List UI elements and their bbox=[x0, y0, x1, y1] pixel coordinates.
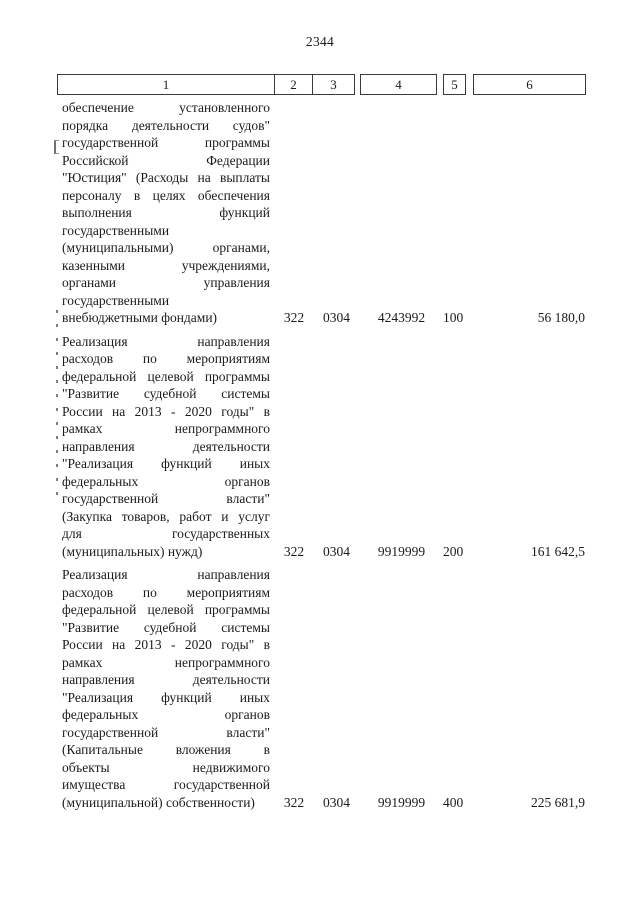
text-line: Реализация направления bbox=[62, 333, 270, 349]
text-line: (Закупка товаров, работ и услуг bbox=[62, 508, 270, 524]
column-header-6: 6 bbox=[473, 74, 586, 95]
text-line: органами управления bbox=[62, 275, 270, 290]
text-line: "Юстиция" (Расходы на выплаты bbox=[62, 170, 270, 185]
text-line: объекты недвижимого bbox=[62, 759, 270, 775]
table-row bbox=[57, 333, 586, 561]
cell-code-grbs: 322 bbox=[283, 543, 305, 559]
column-header-5: 5 bbox=[443, 74, 466, 95]
column-header-2: 2 bbox=[274, 74, 313, 95]
table-body bbox=[57, 99, 586, 811]
text-line: выполнения функций bbox=[62, 205, 270, 220]
text-line: России на 2013 - 2020 годы" в bbox=[62, 403, 270, 419]
text-line: "Развитие судебной системы bbox=[62, 619, 270, 635]
cell-code-section: 0304 bbox=[323, 310, 350, 325]
text-line: (Капитальные вложения в bbox=[62, 742, 270, 757]
text-line: России на 2013 - 2020 годы" в bbox=[62, 637, 270, 652]
cell-code-target: 4243992 bbox=[377, 310, 426, 325]
cell-name bbox=[57, 566, 275, 811]
cell-code-target: 9919999 bbox=[377, 794, 426, 810]
scan-artifact bbox=[54, 140, 59, 154]
text-line: имущества государственной bbox=[62, 777, 270, 792]
table-row bbox=[57, 99, 586, 327]
scan-artifact bbox=[56, 310, 58, 506]
text-line: государственными bbox=[62, 222, 170, 238]
text-line: федеральных органов bbox=[62, 707, 270, 722]
budget-table bbox=[57, 74, 586, 817]
text-line: федеральной целевой программы bbox=[62, 602, 270, 617]
text-line: (муниципальной) собственности) bbox=[62, 794, 255, 810]
text-line: "Реализация функций иных bbox=[62, 689, 270, 705]
text-line: порядка деятельности судов" bbox=[62, 117, 270, 133]
cell-name bbox=[57, 99, 275, 327]
text-line: "Развитие судебной системы bbox=[62, 386, 270, 401]
cell-code-grbs: 322 bbox=[283, 794, 305, 810]
cell-code-target: 9919999 bbox=[377, 543, 426, 559]
text-line: внебюджетными фондами) bbox=[62, 310, 218, 325]
text-line: обеспечение установленного bbox=[62, 100, 270, 115]
text-line: (муниципальных) нужд) bbox=[62, 543, 203, 559]
text-line: для государственных bbox=[62, 526, 270, 541]
cell-amount: 56 180,0 bbox=[537, 310, 585, 325]
cell-code-section: 0304 bbox=[323, 794, 350, 810]
text-line: Реализация направления bbox=[62, 567, 270, 582]
table-row bbox=[57, 566, 586, 811]
column-header-4: 4 bbox=[360, 74, 437, 95]
text-line: направления деятельности bbox=[62, 672, 270, 687]
text-line: федеральных органов bbox=[62, 473, 270, 489]
column-header-1: 1 bbox=[57, 74, 275, 95]
text-line: персоналу в целях обеспечения bbox=[62, 187, 270, 203]
text-line: государственной власти" bbox=[62, 491, 270, 506]
cell-code-section: 0304 bbox=[323, 543, 350, 559]
cell-code-grbs: 322 bbox=[283, 310, 305, 325]
text-line: направления деятельности bbox=[62, 438, 270, 454]
cell-code-type: 200 bbox=[443, 543, 464, 559]
text-line: федеральной целевой программы bbox=[62, 368, 270, 384]
text-line: "Реализация функций иных bbox=[62, 456, 270, 471]
cell-code-type: 400 bbox=[443, 794, 464, 810]
cell-code-type: 100 bbox=[443, 310, 464, 325]
text-line: казенными учреждениями, bbox=[62, 257, 270, 273]
column-header-3: 3 bbox=[312, 74, 355, 95]
text-line: рамках непрограммного bbox=[62, 421, 270, 436]
table-header-row bbox=[57, 74, 586, 95]
text-line: Российской Федерации bbox=[62, 152, 270, 168]
text-line: рамках непрограммного bbox=[62, 654, 270, 670]
text-line: (муниципальными) органами, bbox=[62, 240, 270, 255]
text-line: расходов по мероприятиям bbox=[62, 351, 270, 366]
cell-name bbox=[57, 333, 275, 561]
text-line: государственной власти" bbox=[62, 724, 270, 740]
cell-amount: 161 642,5 bbox=[531, 543, 585, 559]
page-number: 2344 bbox=[305, 34, 335, 49]
cell-amount: 225 681,9 bbox=[531, 794, 585, 810]
text-line: государственной программы bbox=[62, 135, 270, 150]
text-line: государственными bbox=[62, 292, 170, 308]
text-line: расходов по мероприятиям bbox=[62, 584, 270, 600]
